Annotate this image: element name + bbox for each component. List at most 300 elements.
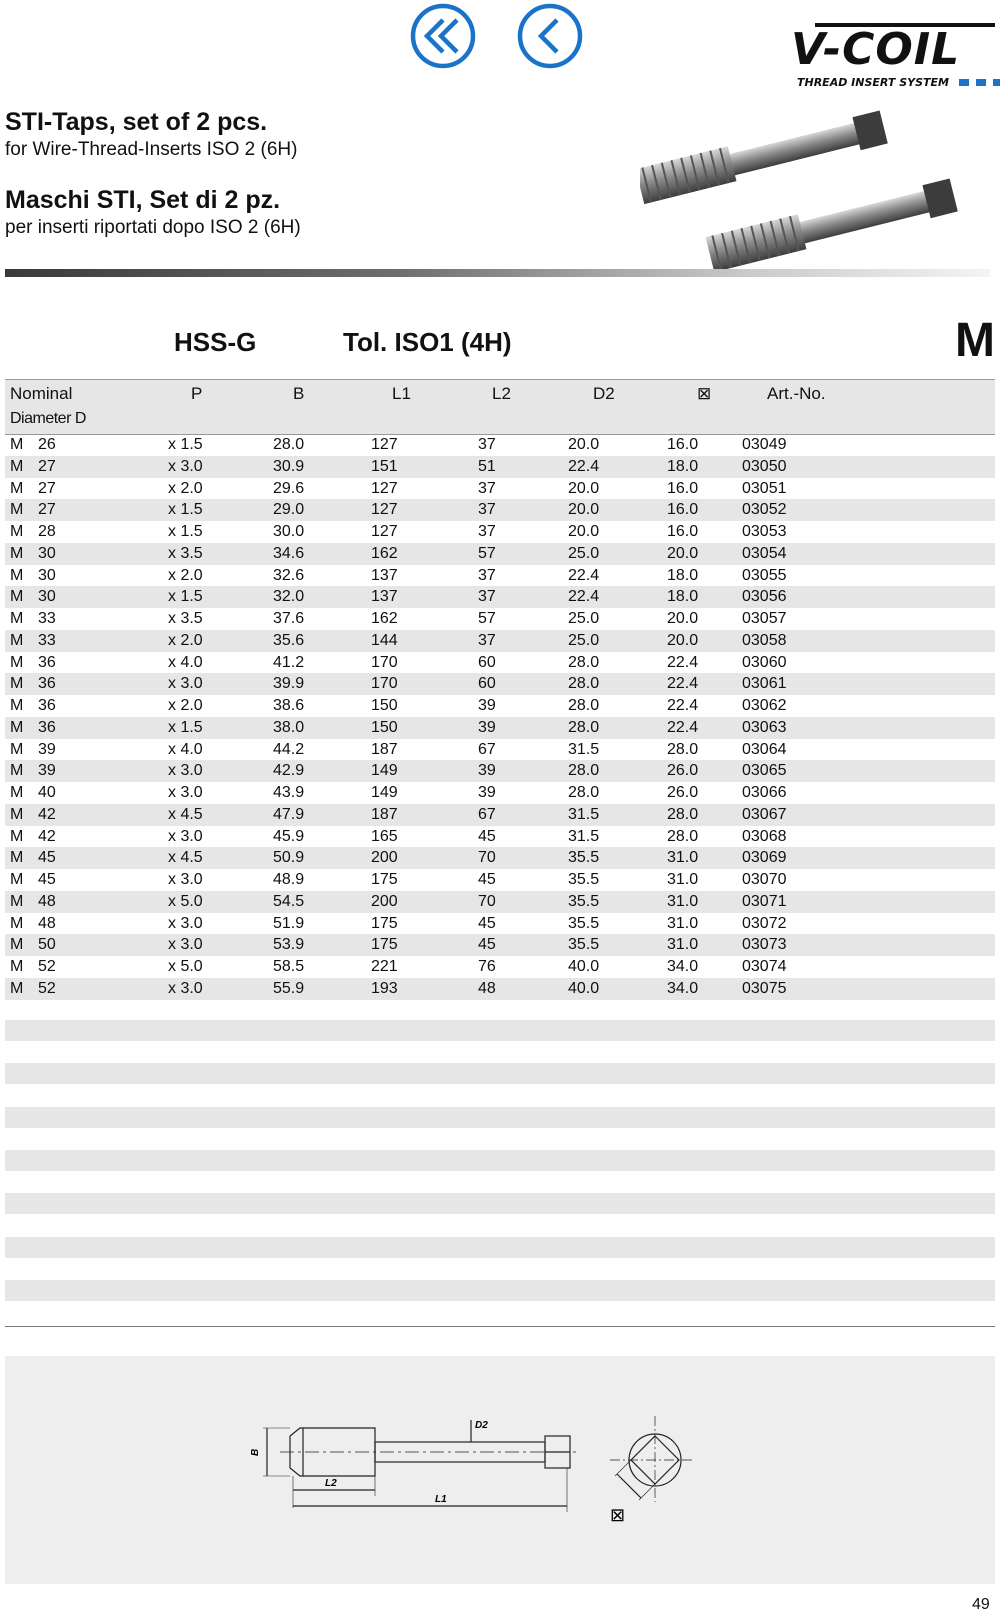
table-row bbox=[5, 782, 995, 804]
header-p: P bbox=[191, 384, 203, 403]
dim-square-label: ⊠ bbox=[610, 1505, 626, 1525]
cell-pitch: x 4.0 bbox=[168, 740, 203, 758]
cell-l1: 187 bbox=[371, 740, 398, 758]
cell-l2: 76 bbox=[478, 958, 496, 975]
cell-pitch: x 4.5 bbox=[168, 805, 203, 823]
cell-square: 18.0 bbox=[667, 457, 699, 475]
cell-l1: 175 bbox=[371, 936, 398, 954]
cell-l1: 187 bbox=[371, 805, 398, 823]
table-row bbox=[5, 499, 995, 521]
cell-b: 42.9 bbox=[273, 762, 305, 780]
cell-b: 29.0 bbox=[273, 501, 305, 519]
cell-l1: 144 bbox=[371, 631, 398, 649]
cell-art-no: 03058 bbox=[742, 631, 787, 649]
cell-pitch: x 2.0 bbox=[168, 479, 203, 497]
cell-l1: 127 bbox=[371, 523, 398, 540]
cell-prefix: M bbox=[10, 958, 24, 975]
cell-square: 34.0 bbox=[667, 979, 699, 997]
v-coil-logo bbox=[785, 20, 997, 92]
cell-d2: 31.5 bbox=[568, 740, 600, 758]
empty-row-band bbox=[5, 1193, 995, 1214]
cell-prefix: M bbox=[10, 914, 24, 932]
table-row bbox=[5, 521, 995, 543]
cell-d2: 40.0 bbox=[568, 958, 600, 975]
cell-b: 43.9 bbox=[273, 784, 305, 801]
cell-l2: 45 bbox=[478, 827, 496, 845]
cell-l1: 162 bbox=[371, 544, 398, 562]
cell-art-no: 03053 bbox=[742, 523, 787, 540]
cell-l1: 193 bbox=[371, 979, 398, 997]
technical-drawing-panel bbox=[5, 1356, 995, 1584]
cell-prefix: M bbox=[10, 457, 24, 475]
cell-art-no: 03074 bbox=[742, 958, 787, 975]
cell-nominal-diameter: 36 bbox=[38, 675, 56, 693]
cell-art-no: 03050 bbox=[742, 457, 787, 475]
cell-b: 50.9 bbox=[273, 849, 305, 867]
cell-art-no: 03054 bbox=[742, 544, 787, 562]
table-end-divider bbox=[5, 1326, 995, 1327]
cell-d2: 28.0 bbox=[568, 675, 600, 693]
header-square: ⊠ bbox=[697, 384, 712, 403]
cell-l2: 37 bbox=[478, 479, 496, 497]
cell-l2: 60 bbox=[478, 675, 496, 693]
dim-l1-label: L1 bbox=[435, 1494, 447, 1505]
table-row bbox=[5, 543, 995, 565]
cell-square: 31.0 bbox=[667, 914, 699, 932]
table-row bbox=[5, 847, 995, 869]
cell-pitch: x 3.0 bbox=[168, 827, 203, 845]
cell-prefix: M bbox=[10, 871, 24, 888]
cell-prefix: M bbox=[10, 588, 24, 606]
cell-pitch: x 1.5 bbox=[168, 523, 203, 540]
empty-row-band bbox=[5, 1150, 995, 1171]
cell-art-no: 03065 bbox=[742, 762, 787, 780]
cell-l2: 45 bbox=[478, 914, 496, 932]
cell-square: 20.0 bbox=[667, 631, 699, 649]
cell-pitch: x 4.5 bbox=[168, 849, 203, 867]
cell-square: 28.0 bbox=[667, 805, 699, 823]
cell-prefix: M bbox=[10, 436, 24, 453]
cell-pitch: x 4.0 bbox=[168, 653, 203, 671]
cell-pitch: x 2.0 bbox=[168, 566, 203, 584]
first-page-button[interactable] bbox=[409, 2, 477, 70]
cell-l1: 127 bbox=[371, 501, 398, 519]
cell-b: 48.9 bbox=[273, 871, 305, 888]
table-row bbox=[5, 913, 995, 935]
cell-pitch: x 3.5 bbox=[168, 544, 203, 562]
table-row bbox=[5, 760, 995, 782]
cell-pitch: x 3.0 bbox=[168, 871, 203, 888]
cell-l1: 127 bbox=[371, 479, 398, 497]
cell-art-no: 03056 bbox=[742, 588, 787, 606]
empty-row-band bbox=[5, 1237, 995, 1258]
cell-prefix: M bbox=[10, 718, 24, 736]
logo-subtitle: THREAD INSERT SYSTEM bbox=[797, 76, 1000, 89]
cell-b: 45.9 bbox=[273, 827, 305, 845]
cell-pitch: x 3.0 bbox=[168, 914, 203, 932]
cell-square: 22.4 bbox=[667, 675, 699, 693]
empty-row-band bbox=[5, 1107, 995, 1128]
cell-square: 31.0 bbox=[667, 871, 699, 888]
cell-nominal-diameter: 40 bbox=[38, 784, 56, 801]
cell-l2: 67 bbox=[478, 805, 496, 823]
cell-l1: 149 bbox=[371, 762, 398, 780]
cell-l1: 137 bbox=[371, 588, 398, 606]
cell-l2: 37 bbox=[478, 566, 496, 584]
cell-l1: 150 bbox=[371, 697, 398, 714]
cell-nominal-diameter: 26 bbox=[38, 436, 56, 453]
cell-d2: 20.0 bbox=[568, 523, 600, 540]
cell-d2: 35.5 bbox=[568, 936, 600, 954]
cell-prefix: M bbox=[10, 805, 24, 823]
cell-square: 22.4 bbox=[667, 718, 699, 736]
cell-pitch: x 1.5 bbox=[168, 501, 203, 519]
cell-art-no: 03052 bbox=[742, 501, 787, 519]
cell-l2: 37 bbox=[478, 631, 496, 649]
cell-prefix: M bbox=[10, 892, 24, 910]
dim-b-label: B bbox=[250, 1448, 261, 1456]
cell-l2: 70 bbox=[478, 849, 496, 867]
cell-b: 29.6 bbox=[273, 479, 305, 497]
cell-d2: 25.0 bbox=[568, 631, 600, 649]
cell-b: 38.0 bbox=[273, 718, 305, 736]
dim-d2-label: D2 bbox=[475, 1420, 488, 1431]
cell-l2: 57 bbox=[478, 544, 496, 562]
cell-square: 22.4 bbox=[667, 697, 699, 714]
cell-art-no: 03073 bbox=[742, 936, 787, 954]
table-row bbox=[5, 565, 995, 587]
cell-art-no: 03068 bbox=[742, 827, 787, 845]
cell-prefix: M bbox=[10, 762, 24, 780]
header-divider-bar bbox=[5, 269, 990, 277]
cell-prefix: M bbox=[10, 610, 24, 627]
cell-d2: 35.5 bbox=[568, 892, 600, 910]
table-header bbox=[5, 379, 995, 435]
cell-prefix: M bbox=[10, 675, 24, 693]
cell-pitch: x 1.5 bbox=[168, 588, 203, 606]
cell-b: 30.9 bbox=[273, 457, 305, 475]
chevron-left-icon bbox=[516, 2, 584, 70]
cell-art-no: 03071 bbox=[742, 892, 787, 910]
header-b: B bbox=[293, 384, 305, 403]
table-row bbox=[5, 826, 995, 848]
cell-art-no: 03075 bbox=[742, 979, 787, 997]
cell-l1: 221 bbox=[371, 958, 398, 975]
cell-art-no: 03051 bbox=[742, 479, 787, 497]
cell-b: 30.0 bbox=[273, 523, 305, 540]
header-diameter: Diameter D bbox=[10, 410, 86, 427]
cell-nominal-diameter: 48 bbox=[38, 892, 56, 910]
cell-b: 53.9 bbox=[273, 936, 305, 954]
double-chevron-left-icon bbox=[409, 2, 477, 70]
cell-prefix: M bbox=[10, 979, 24, 997]
cell-nominal-diameter: 52 bbox=[38, 979, 56, 997]
cell-square: 16.0 bbox=[667, 479, 699, 497]
cell-prefix: M bbox=[10, 653, 24, 671]
cell-nominal-diameter: 36 bbox=[38, 653, 56, 671]
previous-page-button[interactable] bbox=[516, 2, 584, 70]
table-row bbox=[5, 673, 995, 695]
cell-l1: 170 bbox=[371, 653, 398, 671]
table-row bbox=[5, 608, 995, 630]
cell-l2: 60 bbox=[478, 653, 496, 671]
cell-prefix: M bbox=[10, 566, 24, 584]
cell-nominal-diameter: 42 bbox=[38, 805, 56, 823]
cell-d2: 20.0 bbox=[568, 436, 600, 453]
cell-pitch: x 5.0 bbox=[168, 958, 203, 975]
cell-art-no: 03070 bbox=[742, 871, 787, 888]
cell-square: 20.0 bbox=[667, 544, 699, 562]
page-number: 49 bbox=[972, 1596, 990, 1613]
cell-prefix: M bbox=[10, 936, 24, 954]
cell-prefix: M bbox=[10, 544, 24, 562]
cell-pitch: x 3.0 bbox=[168, 936, 203, 954]
cell-d2: 28.0 bbox=[568, 653, 600, 671]
table-row bbox=[5, 630, 995, 652]
cell-l1: 162 bbox=[371, 610, 398, 627]
cell-square: 26.0 bbox=[667, 762, 699, 780]
table-row bbox=[5, 456, 995, 478]
cell-pitch: x 3.0 bbox=[168, 675, 203, 693]
cell-l1: 200 bbox=[371, 849, 398, 867]
cell-l2: 45 bbox=[478, 936, 496, 954]
cell-square: 34.0 bbox=[667, 958, 699, 975]
cell-b: 58.5 bbox=[273, 958, 305, 975]
cell-b: 41.2 bbox=[273, 653, 305, 671]
cell-nominal-diameter: 30 bbox=[38, 566, 56, 584]
cell-l1: 165 bbox=[371, 827, 398, 845]
cell-d2: 28.0 bbox=[568, 784, 600, 801]
cell-d2: 40.0 bbox=[568, 979, 600, 997]
cell-l2: 37 bbox=[478, 436, 496, 453]
cell-b: 32.6 bbox=[273, 566, 305, 584]
table-row bbox=[5, 586, 995, 608]
table-row bbox=[5, 652, 995, 674]
cell-l2: 39 bbox=[478, 718, 496, 736]
empty-row-band bbox=[5, 1020, 995, 1041]
table-row bbox=[5, 695, 995, 717]
cell-l2: 70 bbox=[478, 892, 496, 910]
cell-l1: 137 bbox=[371, 566, 398, 584]
cell-nominal-diameter: 27 bbox=[38, 479, 56, 497]
cell-l1: 127 bbox=[371, 436, 398, 453]
cell-nominal-diameter: 33 bbox=[38, 610, 56, 627]
table-row bbox=[5, 934, 995, 956]
header-nominal: Nominal bbox=[10, 384, 73, 403]
cell-l1: 200 bbox=[371, 892, 398, 910]
header-l2: L2 bbox=[492, 384, 511, 403]
cell-d2: 35.5 bbox=[568, 849, 600, 867]
table-row bbox=[5, 434, 995, 456]
subtitle-italian: per inserti riportati dopo ISO 2 (6H) bbox=[5, 217, 301, 238]
table-row bbox=[5, 956, 995, 978]
cell-pitch: x 3.0 bbox=[168, 762, 203, 780]
cell-pitch: x 5.0 bbox=[168, 892, 203, 910]
cell-pitch: x 3.0 bbox=[168, 457, 203, 475]
cell-l1: 150 bbox=[371, 718, 398, 736]
cell-prefix: M bbox=[10, 523, 24, 540]
tap-dimension-drawing bbox=[5, 1356, 995, 1584]
cell-b: 28.0 bbox=[273, 436, 305, 453]
cell-nominal-diameter: 33 bbox=[38, 631, 56, 649]
cell-l2: 67 bbox=[478, 740, 496, 758]
cell-art-no: 03064 bbox=[742, 740, 787, 758]
cell-nominal-diameter: 27 bbox=[38, 457, 56, 475]
cell-prefix: M bbox=[10, 479, 24, 497]
cell-prefix: M bbox=[10, 784, 24, 801]
table-row bbox=[5, 804, 995, 826]
cell-b: 38.6 bbox=[273, 697, 305, 714]
tolerance-label: Tol. ISO1 (4H) bbox=[343, 327, 512, 357]
cell-nominal-diameter: 45 bbox=[38, 849, 56, 867]
cell-pitch: x 3.0 bbox=[168, 784, 203, 801]
cell-d2: 22.4 bbox=[568, 588, 600, 606]
cell-d2: 31.5 bbox=[568, 805, 600, 823]
cell-square: 22.4 bbox=[667, 653, 699, 671]
cell-nominal-diameter: 39 bbox=[38, 762, 56, 780]
cell-b: 51.9 bbox=[273, 914, 305, 932]
material-label: HSS-G bbox=[174, 327, 257, 357]
cell-b: 37.6 bbox=[273, 610, 305, 627]
cell-pitch: x 1.5 bbox=[168, 718, 203, 736]
cell-square: 18.0 bbox=[667, 588, 699, 606]
cell-b: 32.0 bbox=[273, 588, 305, 606]
dim-l2-label: L2 bbox=[325, 1478, 337, 1489]
empty-row-band bbox=[5, 1063, 995, 1084]
cell-b: 47.9 bbox=[273, 805, 305, 823]
cell-nominal-diameter: 36 bbox=[38, 697, 56, 714]
cell-nominal-diameter: 48 bbox=[38, 914, 56, 932]
cell-nominal-diameter: 52 bbox=[38, 958, 56, 975]
cell-nominal-diameter: 27 bbox=[38, 501, 56, 519]
cell-d2: 35.5 bbox=[568, 871, 600, 888]
cell-d2: 28.0 bbox=[568, 718, 600, 736]
cell-pitch: x 2.0 bbox=[168, 697, 203, 714]
cell-nominal-diameter: 36 bbox=[38, 718, 56, 736]
cell-l2: 37 bbox=[478, 523, 496, 540]
cell-nominal-diameter: 45 bbox=[38, 871, 56, 888]
cell-art-no: 03061 bbox=[742, 675, 787, 693]
cell-prefix: M bbox=[10, 740, 24, 758]
cell-l2: 57 bbox=[478, 610, 496, 627]
cell-prefix: M bbox=[10, 631, 24, 649]
cell-square: 31.0 bbox=[667, 849, 699, 867]
cell-l2: 39 bbox=[478, 762, 496, 780]
cell-l2: 37 bbox=[478, 588, 496, 606]
cell-l2: 51 bbox=[478, 457, 496, 475]
cell-square: 16.0 bbox=[667, 523, 699, 540]
cell-prefix: M bbox=[10, 849, 24, 867]
cell-pitch: x 3.0 bbox=[168, 979, 203, 997]
cell-art-no: 03063 bbox=[742, 718, 787, 736]
cell-art-no: 03066 bbox=[742, 784, 787, 801]
table-row bbox=[5, 478, 995, 500]
cell-b: 35.6 bbox=[273, 631, 305, 649]
cell-l1: 149 bbox=[371, 784, 398, 801]
cell-l1: 175 bbox=[371, 871, 398, 888]
cell-d2: 20.0 bbox=[568, 501, 600, 519]
cell-art-no: 03057 bbox=[742, 610, 787, 627]
cell-l2: 37 bbox=[478, 501, 496, 519]
table-row bbox=[5, 891, 995, 913]
section-letter: M bbox=[955, 314, 995, 367]
header-d2: D2 bbox=[593, 384, 615, 403]
cell-square: 28.0 bbox=[667, 740, 699, 758]
cell-nominal-diameter: 28 bbox=[38, 523, 56, 540]
cell-nominal-diameter: 50 bbox=[38, 936, 56, 954]
cell-b: 44.2 bbox=[273, 740, 305, 758]
cell-pitch: x 3.5 bbox=[168, 610, 203, 627]
cell-art-no: 03055 bbox=[742, 566, 787, 584]
cell-square: 31.0 bbox=[667, 892, 699, 910]
cell-art-no: 03069 bbox=[742, 849, 787, 867]
cell-square: 16.0 bbox=[667, 501, 699, 519]
table-row bbox=[5, 978, 995, 1000]
cell-art-no: 03062 bbox=[742, 697, 787, 714]
cell-d2: 22.4 bbox=[568, 457, 600, 475]
cell-nominal-diameter: 30 bbox=[38, 588, 56, 606]
cell-prefix: M bbox=[10, 827, 24, 845]
cell-b: 55.9 bbox=[273, 979, 305, 997]
title-english: STI-Taps, set of 2 pcs. bbox=[5, 108, 268, 136]
cell-prefix: M bbox=[10, 697, 24, 714]
cell-square: 16.0 bbox=[667, 436, 699, 453]
title-italian: Maschi STI, Set di 2 pz. bbox=[5, 186, 281, 214]
header-art-no: Art.-No. bbox=[767, 384, 826, 403]
cell-d2: 31.5 bbox=[568, 827, 600, 845]
cell-l1: 175 bbox=[371, 914, 398, 932]
cell-b: 34.6 bbox=[273, 544, 305, 562]
cell-d2: 28.0 bbox=[568, 697, 600, 714]
cell-art-no: 03049 bbox=[742, 436, 787, 453]
cell-l2: 39 bbox=[478, 784, 496, 801]
cell-prefix: M bbox=[10, 501, 24, 519]
cell-b: 39.9 bbox=[273, 675, 305, 693]
cell-square: 28.0 bbox=[667, 827, 699, 845]
cell-l1: 170 bbox=[371, 675, 398, 693]
cell-d2: 28.0 bbox=[568, 762, 600, 780]
logo-text: V-COIL bbox=[791, 24, 961, 75]
cell-l2: 39 bbox=[478, 697, 496, 714]
table-row bbox=[5, 739, 995, 761]
cell-pitch: x 2.0 bbox=[168, 631, 203, 649]
cell-nominal-diameter: 30 bbox=[38, 544, 56, 562]
cell-square: 18.0 bbox=[667, 566, 699, 584]
cell-square: 31.0 bbox=[667, 936, 699, 954]
cell-d2: 25.0 bbox=[568, 544, 600, 562]
cell-l1: 151 bbox=[371, 457, 398, 475]
table-row bbox=[5, 717, 995, 739]
cell-l2: 48 bbox=[478, 979, 496, 997]
empty-row-band bbox=[5, 1280, 995, 1301]
subtitle-english: for Wire-Thread-Inserts ISO 2 (6H) bbox=[5, 139, 298, 160]
cell-nominal-diameter: 42 bbox=[38, 827, 56, 845]
cell-pitch: x 1.5 bbox=[168, 436, 203, 453]
cell-art-no: 03067 bbox=[742, 805, 787, 823]
cell-l2: 45 bbox=[478, 871, 496, 888]
cell-d2: 22.4 bbox=[568, 566, 600, 584]
cell-d2: 20.0 bbox=[568, 479, 600, 497]
cell-d2: 25.0 bbox=[568, 610, 600, 627]
cell-art-no: 03072 bbox=[742, 914, 787, 932]
table-body bbox=[5, 434, 995, 1000]
header-l1: L1 bbox=[392, 384, 411, 403]
cell-nominal-diameter: 39 bbox=[38, 740, 56, 758]
cell-b: 54.5 bbox=[273, 892, 305, 910]
cell-d2: 35.5 bbox=[568, 914, 600, 932]
cell-square: 26.0 bbox=[667, 784, 699, 801]
cell-square: 20.0 bbox=[667, 610, 699, 627]
